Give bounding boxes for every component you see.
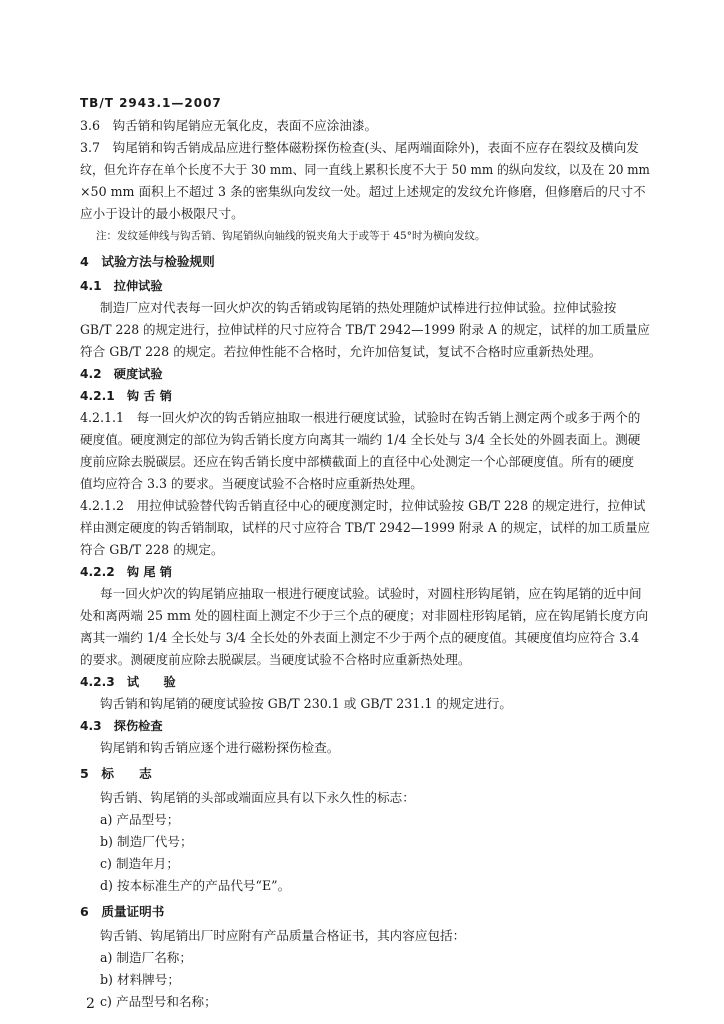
text-line: a) 产品型号； (100, 812, 180, 827)
text-line: 离其一端约 1/4 全长处与 3/4 全长处的外表面上测定不少于两个点的硬度值。其硬度值均应符合 3.4 (80, 630, 640, 645)
note-line: 注：发纹延伸线与钩舌销、钩尾销纵向轴线的锐夹角大于或等于 45°时为横向发纹。 (96, 230, 486, 242)
text-line: 应小于设计的最小极限尺寸。 (80, 206, 244, 221)
text-line: 纹，但允许存在单个长度不大于 30 mm、同一直线上累积长度不大于 50 mm 的纵向发纹，以及在 20 mm (80, 162, 650, 177)
text-line: 的要求。测硬度前应除去脱碳层。当硬度试验不合格时应重新热处理。 (80, 652, 471, 667)
text-line: 3.7 钩尾销和钩舌销成品应进行整体磁粉探伤检查(头、尾两端面除外)，表面不应存在裂纹及横向发 (80, 140, 639, 155)
text-line: d) 按本标准生产的产品代号“E”。 (100, 878, 291, 893)
text-line: b) 材料牌号； (100, 972, 180, 987)
text-line: 处和离两端 25 mm 处的圆柱面上测定不少于三个点的硬度；对非圆柱形钩尾销，应在钩尾销长度方向 (80, 608, 649, 623)
text-line: 4.2.1.2 用拉伸试验替代钩舌销直径中心的硬度测定时，拉伸试验按 GB/T 228 的规定进行，拉伸试 (80, 498, 646, 513)
section-heading: 4.2.2 钩 尾 销 (80, 565, 172, 579)
text-line: 度前应除去脱碳层。还应在钩舌销长度中部横截面上的直径中心处测定一个心部硬度值。所有的硬度 (80, 454, 635, 469)
text-line: 值均应符合 3.3 的要求。当硬度试验不合格时应重新热处理。 (80, 476, 423, 491)
text-line: 钩尾销和钩舌销应逐个进行磁粉探伤检查。 (100, 740, 340, 755)
text-line: ×50 mm 面积上不超过 3 条的密集纵向发纹一处。超过上述规定的发纹允许修磨，但修磨后的尺寸不 (80, 184, 646, 199)
text-line: 钩舌销和钩尾销的硬度试验按 GB/T 230.1 或 GB/T 231.1 的规定进行。 (100, 696, 512, 711)
text-line: 钩舌销、钩尾销出厂时应附有产品质量合格证书，其内容应包括： (100, 928, 466, 943)
text-line: 钩舌销、钩尾销的头部或端面应具有以下永久性的标志： (100, 790, 415, 805)
text-line: GB/T 228 的规定进行，拉伸试样的尺寸应符合 TB/T 2942—1999 附录 A 的规定，试样的加工质量应 (80, 322, 650, 337)
section-heading: 4.3 探伤检查 (80, 719, 163, 733)
section-heading: 5 标 志 (80, 766, 152, 781)
text-line: 符合 GB/T 228 的规定。 (80, 542, 224, 557)
text-line: a) 制造厂名称； (100, 950, 192, 965)
section-heading: 4.2 硬度试验 (80, 367, 163, 381)
standard-number-header: TB/T 2943.1—2007 (80, 96, 222, 110)
text-line: 制造厂应对代表每一回火炉次的钩舌销或钩尾销的热处理随炉试棒进行拉伸试验。拉伸试验按 (100, 300, 617, 315)
text-line: 4.2.1.1 每一回火炉次的钩舌销应抽取一根进行硬度试验，试验时在钩舌销上测定两个或多于两个的 (80, 410, 641, 425)
section-heading: 4.2.3 试 验 (80, 675, 176, 689)
text-line: 3.6 钩舌销和钩尾销应无氧化皮，表面不应涂油漆。 (80, 118, 378, 133)
section-heading: 4.1 拉伸试验 (80, 279, 163, 293)
text-line: 每一回火炉次的钩尾销应抽取一根进行硬度试验。试验时，对圆柱形钩尾销，应在钩尾销的近中间 (100, 586, 642, 601)
section-heading: 4 试验方法与检验规则 (80, 254, 215, 269)
section-heading: 6 质量证明书 (80, 904, 165, 919)
section-heading: 4.2.1 钩 舌 销 (80, 389, 172, 403)
text-line: 符合 GB/T 228 的规定。若拉伸性能不合格时，允许加倍复试，复试不合格时应重新热处理。 (80, 344, 602, 359)
page-number: 2 (86, 996, 95, 1012)
text-line: c) 制造年月； (100, 856, 179, 871)
text-line: b) 制造厂代号； (100, 834, 193, 849)
text-line: 硬度值。硬度测定的部位为钩舌销长度方向离其一端约 1/4 全长处与 3/4 全长处的外圆表面上。测硬 (80, 432, 641, 447)
text-line: c) 产品型号和名称； (100, 994, 217, 1009)
text-line: 样由测定硬度的钩舌销制取，试样的尺寸应符合 TB/T 2942—1999 附录 A 的规定，试样的加工质量应 (80, 520, 650, 535)
